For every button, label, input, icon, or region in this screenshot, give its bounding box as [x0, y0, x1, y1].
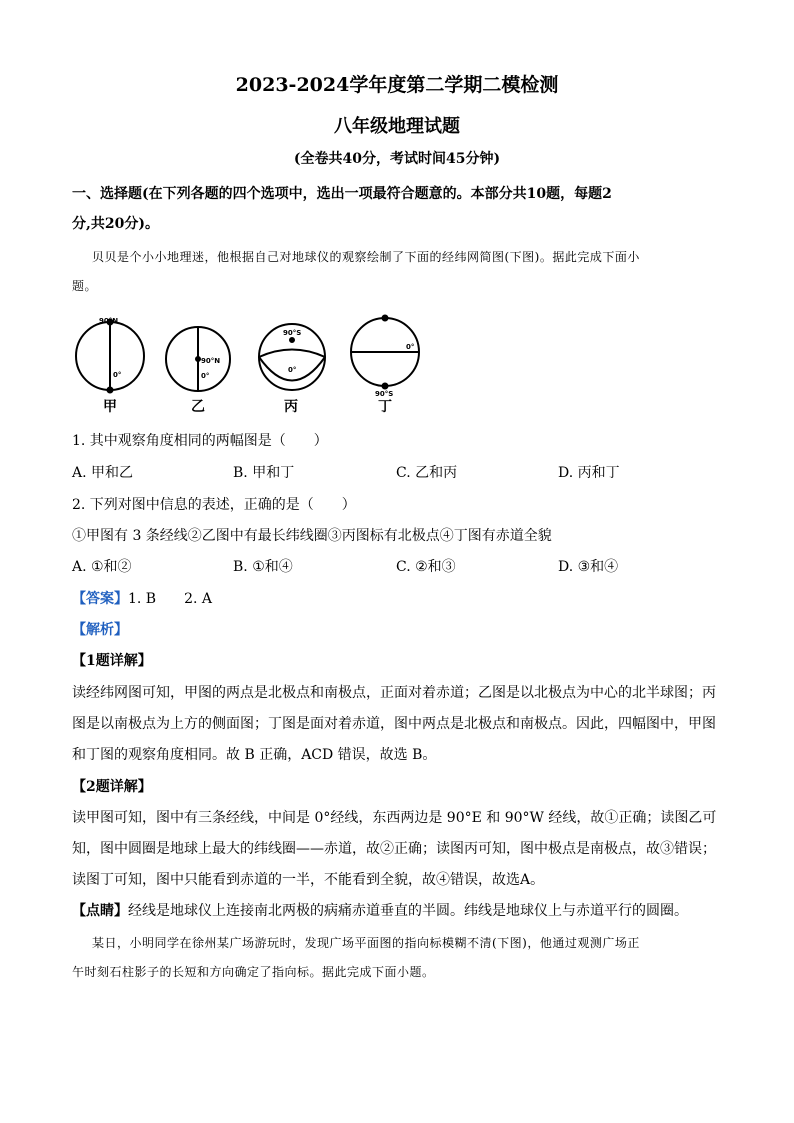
- intro2-line2: 午时刻石柱影子的长短和方向确定了指向标。据此完成下面小题。: [72, 965, 435, 979]
- q2-statement: ①甲图有 3 条经线②乙图中有最长纬线圈③丙图标有北极点④丁图有赤道全貌: [72, 528, 552, 544]
- section-heading-line1: 一、选择题(在下列各题的四个选项中，选出一项最符合题意的。本部分共10题，每题2: [72, 186, 612, 202]
- page-title: 2023-2024学年度第二学期二模检测: [235, 74, 559, 96]
- page-subtitle: 八年级地理试题: [334, 116, 460, 137]
- detail1-line3: 和丁图的观察角度相同。故 B 正确，ACD 错误，故选 B。: [72, 747, 437, 763]
- globe-ding: [351, 316, 419, 389]
- detail2-line1: 读甲图可知，图中有三条经线，中间是 0°经线，东西两边是 90°E 和 90°W 经线，故①正确；读图乙可: [72, 810, 717, 826]
- label-ding: 丁: [378, 399, 392, 415]
- label-bing: 丙: [284, 399, 298, 415]
- jia-north-label: 90°N: [99, 317, 119, 325]
- tip-line: [72, 900, 688, 920]
- bing-zero-label: 0°: [288, 366, 297, 374]
- q1-option-a: A. 甲和乙: [72, 465, 134, 481]
- q1-option-d: D. 丙和丁: [558, 465, 620, 481]
- label-yi: 乙: [191, 399, 205, 415]
- jia-zero-label: 0°: [113, 371, 122, 379]
- detail1-label: 【1题详解】: [72, 653, 152, 669]
- detail1-line2: 图是以南极点为上方的侧面图；丁图是面对着赤道，图中两点是北极点和南极点。因此，四幅图中，甲图: [72, 716, 716, 732]
- analysis-label: 【解析】: [72, 622, 128, 638]
- globe-jia: [76, 320, 144, 393]
- detail2-line2: 知，图中圆圈是地球上最大的纬线圈——赤道，故②正确；读图丙可知，图中极点是南极点，故③错误；: [72, 841, 716, 857]
- exam-note: (全卷共40分，考试时间45分钟): [293, 151, 501, 167]
- yi-north-label: 90°N: [201, 357, 221, 365]
- q1-stem: 1. 其中观察角度相同的两幅图是（ ）: [72, 433, 328, 449]
- q1-option-c: C. 乙和丙: [396, 465, 458, 481]
- detail2-label: 【2题详解】: [72, 779, 152, 795]
- detail1-line1: 读经纬网图可知，甲图的两点是北极点和南极点，正面对着赤道；乙图是以北极点为中心的北半球图；丙: [72, 685, 716, 701]
- label-jia: 甲: [103, 399, 117, 415]
- yi-zero-label: 0°: [201, 372, 210, 380]
- answer-text: 1. B 2. A: [128, 591, 213, 607]
- q1-option-b: B. 甲和丁: [233, 465, 295, 481]
- ding-south-label: 90°S: [375, 390, 394, 398]
- section-heading-line2: 分,共20分)。: [72, 216, 159, 232]
- intro1-line1: 贝贝是个小小地理迷，他根据自己对地球仪的观察绘制了下面的经纬网简图(下图)。据此完成下面小: [92, 250, 640, 264]
- globe-yi: [166, 327, 230, 391]
- tip-text: 经线是地球仪上连接南北两极的病痛赤道垂直的半圆。纬线是地球仪上与赤道平行的圆圈。: [128, 903, 688, 919]
- answer-label: 【答案】: [72, 591, 128, 607]
- q2-stem: 2. 下列对图中信息的表述，正确的是（ ）: [72, 497, 356, 513]
- tip-label: 【点睛】: [72, 903, 128, 919]
- intro1-line2: 题。: [72, 279, 98, 293]
- ding-zero-label: 0°: [406, 343, 415, 351]
- q2-option-b: B. ①和④: [233, 559, 293, 575]
- q2-option-c: C. ②和③: [396, 559, 456, 575]
- intro2-line1: 某日，小明同学在徐州某广场游玩时，发现广场平面图的指向标模糊不清(下图)，他通过观测广场正: [92, 936, 640, 950]
- detail2-line3: 读图丁可知，图中只能看到赤道的一半，不能看到全貌，故④错误，故选A。: [72, 872, 545, 888]
- answer-line: [72, 588, 212, 608]
- q2-option-a: A. ①和②: [72, 559, 132, 575]
- bing-south-label: 90°S: [283, 329, 302, 337]
- globe-figure: [70, 312, 440, 417]
- q2-option-d: D. ③和④: [558, 559, 619, 575]
